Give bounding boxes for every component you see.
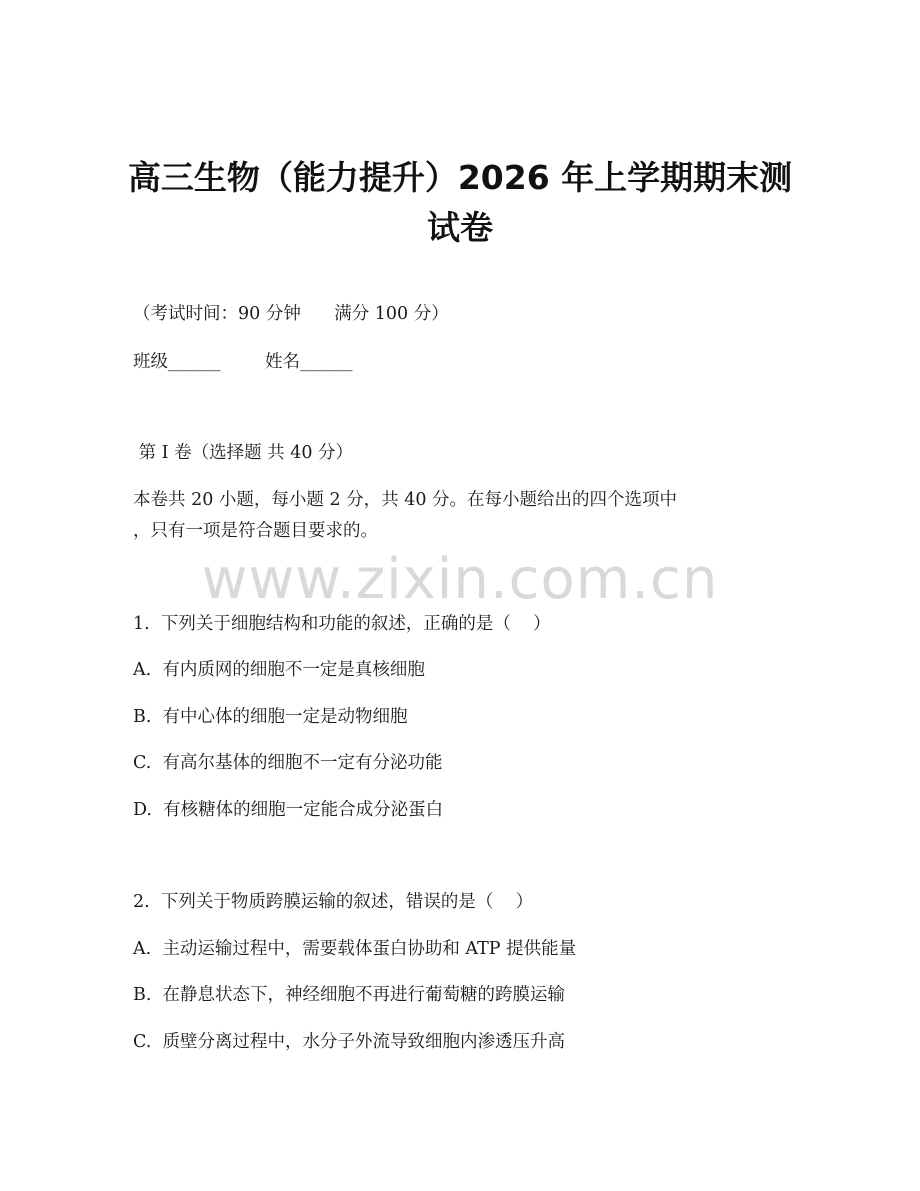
section-instructions-line-2: ，只有一项是符合题目要求的。 — [133, 521, 378, 541]
question-2-stem: 2. 下列关于物质跨膜运输的叙述，错误的是（ ） — [133, 892, 534, 912]
question-2-option-a: A. 主动运输过程中，需要载体蛋白协助和 ATP 提供能量 — [133, 939, 577, 959]
question-1-stem: 1. 下列关于细胞结构和功能的叙述，正确的是（ ） — [133, 614, 551, 634]
question-1-option-d: D. 有核糖体的细胞一定能合成分泌蛋白 — [133, 800, 444, 820]
question-2-option-b: B. 在静息状态下，神经细胞不再进行葡萄糖的跨膜运输 — [133, 985, 566, 1005]
question-1-option-c: C. 有高尔基体的细胞不一定有分泌功能 — [133, 753, 443, 773]
document-title-line-2: 试卷 — [427, 208, 493, 247]
watermark-text: www.zixin.com.cn — [201, 547, 719, 612]
question-1-option-b: B. 有中心体的细胞一定是动物细胞 — [133, 707, 408, 727]
question-1-option-a: A. 有内质网的细胞不一定是真核细胞 — [133, 660, 425, 680]
section-instructions-line-1: 本卷共 20 小题，每小题 2 分，共 40 分。在每小题给出的四个选项中 — [133, 490, 678, 510]
section-heading: 第 I 卷（选择题 共 40 分） — [133, 443, 354, 463]
exam-info: （考试时间：90 分钟 满分 100 分） — [133, 304, 449, 324]
document-title-line-1: 高三生物（能力提升）2026 年上学期期末测 — [127, 158, 793, 197]
question-2-option-c: C. 质壁分离过程中，水分子外流导致细胞内渗透压升高 — [133, 1032, 565, 1052]
student-fields: 班级______ 姓名______ — [133, 352, 353, 372]
